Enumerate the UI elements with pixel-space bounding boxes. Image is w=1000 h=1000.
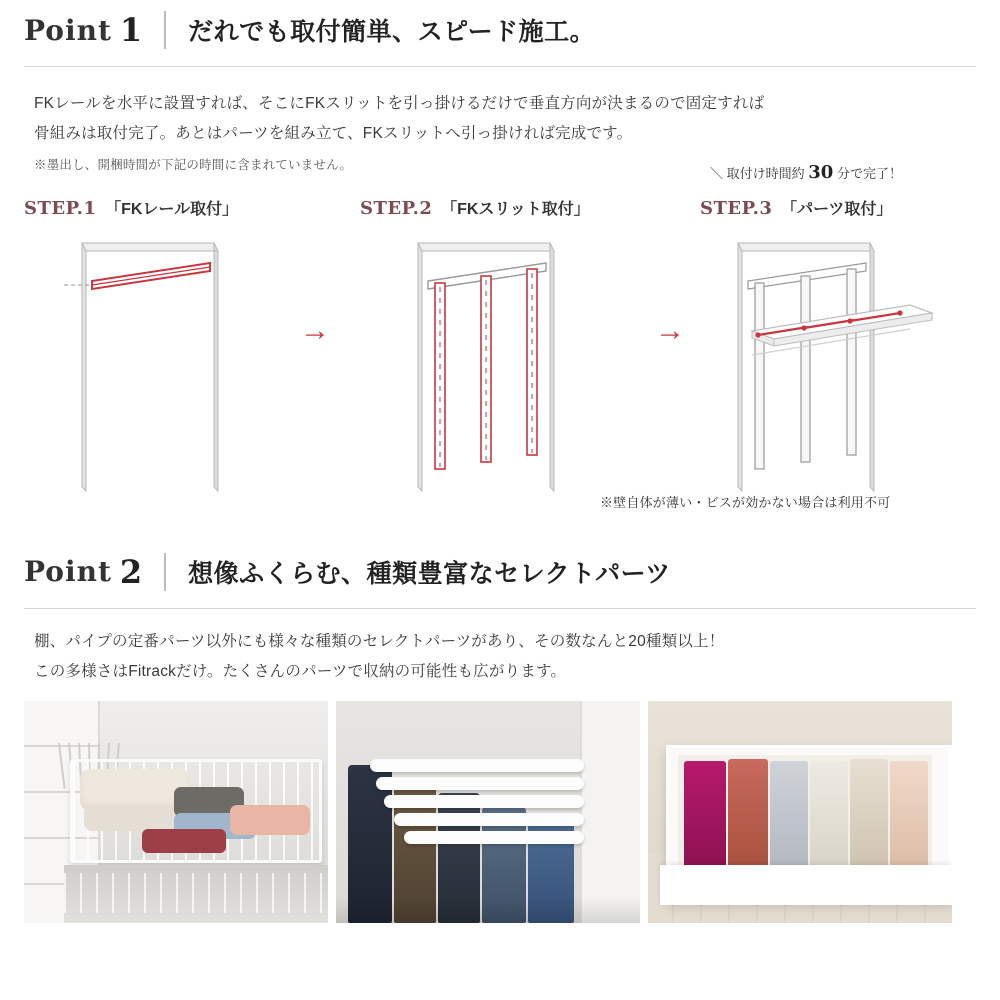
step-1-number: STEP.1 xyxy=(24,197,97,219)
step-2-figure xyxy=(360,235,620,495)
install-time-value: 30 xyxy=(808,161,834,183)
figure-note: ※壁自体が薄い・ビスが効かない場合は利用不可 xyxy=(600,494,891,510)
photo-row xyxy=(24,701,976,923)
step-2-illustration xyxy=(360,235,620,495)
heading-divider-1 xyxy=(164,11,166,49)
step-3-number: STEP.3 xyxy=(700,197,773,219)
point-1-title: だれでも取付簡単、スピード施工。 xyxy=(188,17,596,46)
point-1-lead-note: ※墨出し、開梱時間が下記の時間に含まれていません。 xyxy=(34,158,353,173)
install-time-badge xyxy=(710,162,902,183)
step-1-illustration xyxy=(24,235,284,495)
arrow-step-2-to-3: → xyxy=(655,313,685,347)
step-3-figure xyxy=(700,235,960,495)
point-2-number: 2 xyxy=(119,552,143,591)
photo-trouser-rack xyxy=(336,701,640,923)
step-2-number: STEP.2 xyxy=(360,197,433,219)
point-1-lead-line-2: 骨組みは取付完了。あとはパーツを組み立て、FKスリットへ引っ掛ければ完成です。 xyxy=(34,125,633,143)
point-2-lead xyxy=(34,627,1000,687)
photo-drawer-folded-clothes xyxy=(648,701,952,923)
step-2-text: 「FKスリット取付」 xyxy=(441,200,590,218)
step-3-text: 「パーツ取付」 xyxy=(781,200,893,218)
point-2-heading xyxy=(0,542,1000,602)
step-1-figure xyxy=(24,235,284,495)
step-3-title xyxy=(700,196,970,219)
step-1-title xyxy=(24,196,294,219)
step-1-block xyxy=(24,196,294,495)
point-1-number: 1 xyxy=(119,11,143,49)
photo-wire-basket-towels xyxy=(24,701,328,923)
step-3-illustration xyxy=(700,235,960,495)
point-1-label: Point xyxy=(24,13,112,47)
point-1-heading xyxy=(0,0,1000,60)
point-2-lead-line-1: 棚、パイプの定番パーツ以外にも様々な種類のセレクトパーツがあり、その数なんと20種類以上！ xyxy=(34,632,725,650)
arrow-step-1-to-2: → xyxy=(300,313,330,347)
step-1-text: 「FKレール取付」 xyxy=(105,200,239,218)
point-2-title: 想像ふくらむ、種類豊富なセレクトパーツ xyxy=(188,558,671,588)
rule-under-point-1 xyxy=(24,66,976,67)
point-1-lead-line-1: FKレールを水平に設置すれば、そこにFKスリットを引っ掛けるだけで垂直方向が決まるので固定すれば xyxy=(34,95,765,112)
point-2-label: Point xyxy=(24,555,112,589)
step-2-block xyxy=(360,196,630,495)
step-2-title xyxy=(360,196,630,219)
rule-under-point-2 xyxy=(24,608,976,609)
install-time-suffix: 分で完了！ xyxy=(836,165,902,181)
step-3-block xyxy=(700,161,970,495)
install-time-prefix: ＼ 取付け時間約 xyxy=(710,165,805,181)
point-2-lead-line-2: この多様さはFitrackだけ。たくさんのパーツで収納の可能性も広がります。 xyxy=(34,663,567,681)
heading-divider-2 xyxy=(164,553,166,591)
